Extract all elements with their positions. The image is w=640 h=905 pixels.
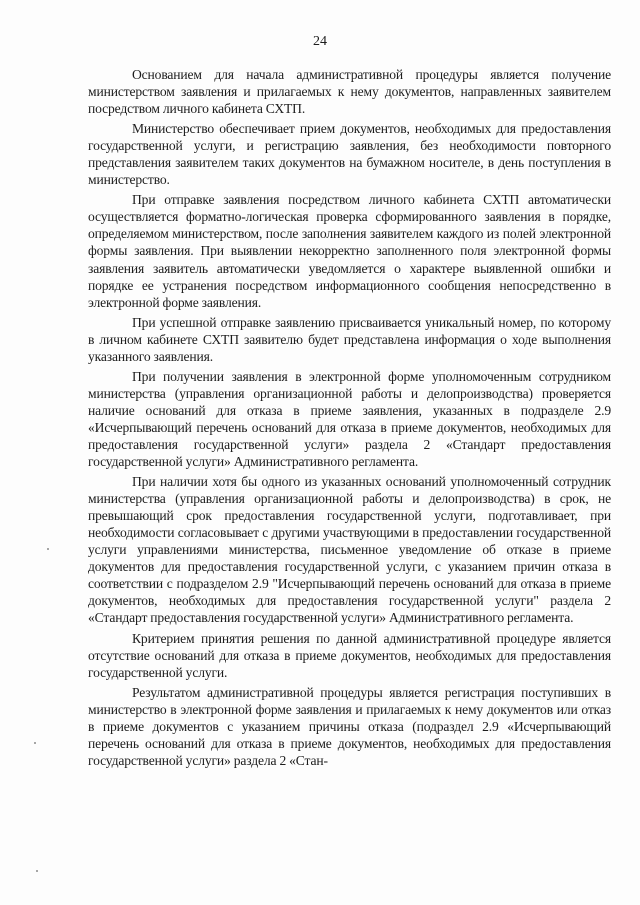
paragraph-basis: Основанием для начала административной процедуры является получение министерством заявления и прилагаемых к нему документов, направленных заявителем посредством личного кабинета СХТП. [88, 67, 611, 117]
scan-speck [34, 742, 36, 744]
document-body [88, 66, 611, 772]
paragraph-refusal-notice: При наличии хотя бы одного из указанных оснований уполномоченный сотрудник министерства (управления организационной работы и делопроизводства) в срок, не превышающий срок предоставления государственной услуги, подготавливает, при необходимости согласовывает с другими участвующими в предоставлении государственной услуги управлениями министерства, письменное уведомление об отказе в приеме документов для предоставления государственной услуги, с указанием причин отказа в соответствии с подразделом 2.9 "Исчерпывающий перечень оснований для отказа в приеме документов, необходимых для предоставления государственной услуги" раздела 2 «Стандарт предоставления государственной услуги» Административного регламента. [88, 474, 611, 626]
paragraph-unique-number: При успешной отправке заявлению присваивается уникальный номер, по которому в личном кабинете СХТП заявителю будет представлена информация о ходе выполнения указанного заявления. [88, 314, 611, 364]
scan-speck [36, 870, 38, 872]
scan-speck [47, 548, 49, 550]
paragraph-reception: Министерство обеспечивает прием документов, необходимых для предоставления государственной услуги, и регистрацию заявления, без необходимости повторного представления заявителем таких документов на бумажном носителе, в день поступления в министерство. [88, 121, 611, 188]
paragraph-decision-criterion: Критерием принятия решения по данной административной процедуре является отсутствие оснований для отказа в приеме документов, необходимых для предоставления государственной услуги. [88, 630, 611, 680]
page-number: 24 [313, 34, 327, 49]
paragraph-result: Результатом административной процедуры является регистрация поступивших в министерство в электронной форме заявления и прилагаемых к нему документов или отказ в приеме документов с указанием причины отказа (подраздел 2.9 «Исчерпывающий перечень оснований для отказа в приеме документов, необходимых для предоставления государственной услуги» раздела 2 «Стан- [88, 684, 611, 768]
paragraph-format-check: При отправке заявления посредством личного кабинета СХТП автоматически осуществляется форматно-логическая проверка сформированного заявления в порядке, определяемом министерством, после заполнения заявителем каждого из полей электронной формы заявления. При выявлении некорректно заполненного поля электронной формы заявления заявитель автоматически уведомляется о характере выявленной ошибки и порядке ее устранения посредством информационного сообщения непосредственно в электронной форме заявления. [88, 192, 611, 310]
paragraph-refusal-grounds-check: При получении заявления в электронной форме уполномоченным сотрудником министерства (управления организационной работы и делопроизводства) проверяется наличие оснований для отказа в приеме заявления, указанных в подразделе 2.9 «Исчерпывающий перечень оснований для отказа в приеме документов, необходимых для предоставления государственной услуги» раздела 2 «Стандарт предоставления государственной услуги» Административного регламента. [88, 368, 611, 470]
